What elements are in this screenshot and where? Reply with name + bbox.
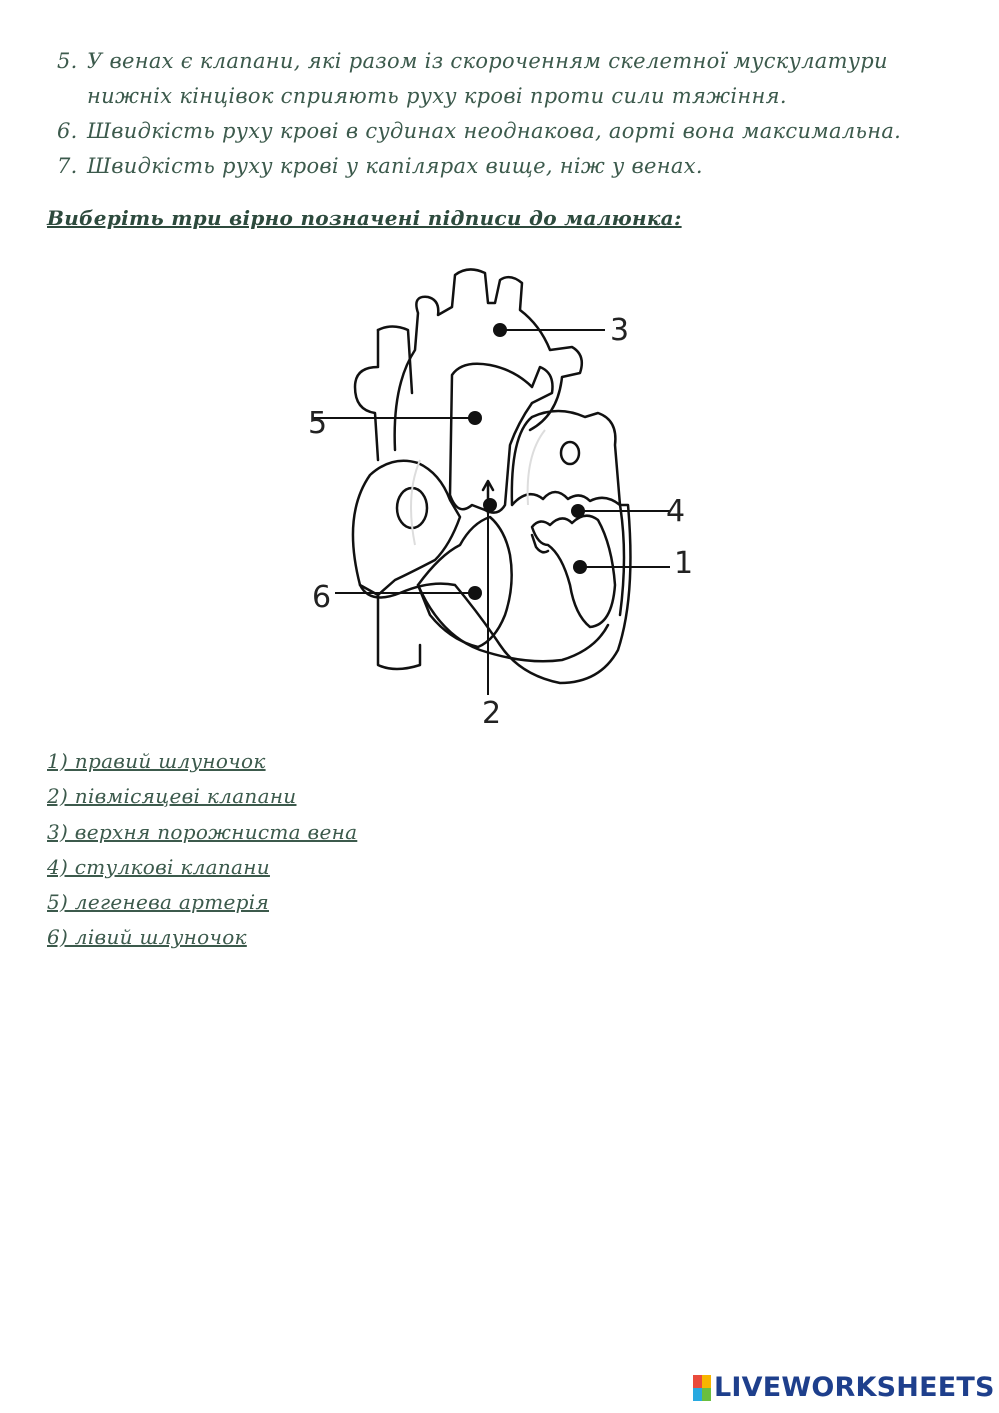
instruction-heading: Виберіть три вірно позначені підписи до малюнка: [47,206,682,230]
diagram-label-4: 4 [666,494,686,529]
answer-options [47,744,357,956]
brand-name: LIVEWORKSHEETS [714,1372,995,1403]
answer-option-3[interactable]: 3) верхня порожниста вена [47,819,358,844]
diagram-label-6: 6 [312,580,332,615]
liveworksheets-logo [693,1372,995,1403]
answer-option-6[interactable]: 6) лівий шлуночок [47,925,247,950]
diagram-label-5: 5 [308,406,328,441]
answer-option-4[interactable]: 4) стулкові клапани [47,854,270,879]
answer-option-2[interactable]: 2) півмісяцеві клапани [47,784,297,809]
pulmonary-trunk-shape [450,364,553,513]
left-ventricle-shape [532,516,615,627]
diagram-label-2: 2 [482,696,502,731]
heart-diagram [300,255,720,735]
statement-5 [57,44,957,114]
statement-text: У венах є клапани, які разом із скороченням скелетної мускулатури нижніх кінцівок сприяють руху крові проти сили тяжіння. [87,49,888,108]
aortic-arch-shape [395,269,582,450]
diagram-label-3: 3 [610,313,630,348]
answer-option-1[interactable]: 1) правий шлуночок [47,749,266,773]
inferior-vena-cava-shape [378,595,420,669]
statement-number: 7. [57,154,78,178]
diagram-label-1: 1 [674,546,694,581]
statement-6 [57,114,957,149]
statement-text: Швидкість руху крові у капілярах вище, ніж у венах. [87,154,703,178]
statement-number: 6. [57,119,78,143]
answer-option-5[interactable]: 5) легенева артерія [47,890,269,915]
right-ventricle-shape [418,517,512,647]
statement-number: 5. [57,49,78,73]
superior-vena-cava-shape [355,330,378,460]
statement-7 [57,149,957,184]
statements-list [57,44,957,184]
liveworksheets-logo-icon [693,1375,711,1401]
statement-text: Швидкість руху крові в судинах неоднакова, аорті вона максимальна. [87,119,902,143]
